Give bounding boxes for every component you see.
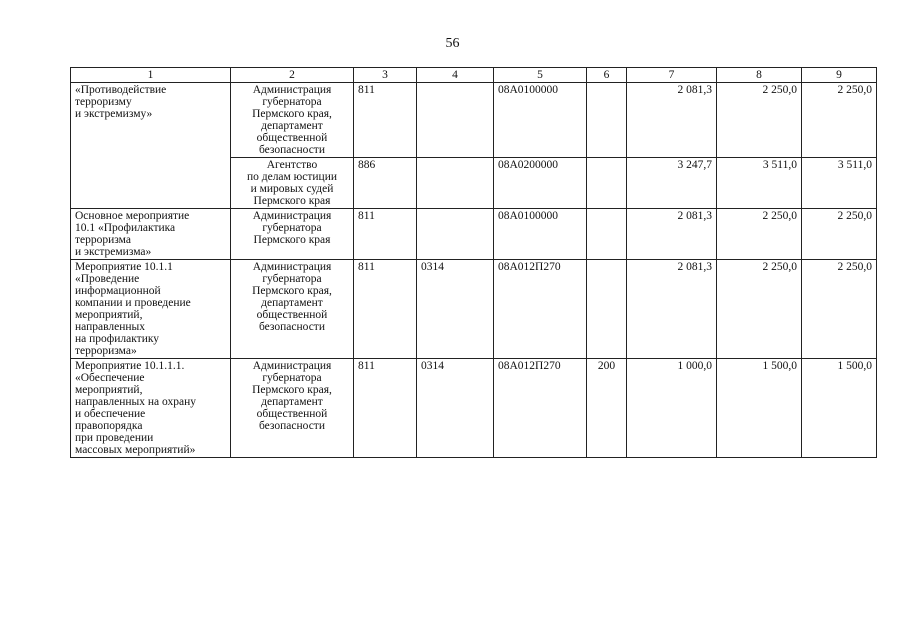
csr-cell: 08А0100000 <box>494 209 587 260</box>
csr-cell: 08А0100000 <box>494 83 587 158</box>
year3-amount-cell: 2 250,0 <box>802 209 877 260</box>
header-row <box>71 68 877 83</box>
col-header-8: 8 <box>717 68 802 83</box>
executor-cell: Администрация губернатора Пермского края, департамент общественной безопасности <box>231 83 354 158</box>
rz-pr-cell: 0314 <box>417 359 494 458</box>
year3-amount-cell: 2 250,0 <box>802 260 877 359</box>
csr-cell: 08А012П270 <box>494 359 587 458</box>
year1-amount-cell: 2 081,3 <box>627 83 717 158</box>
year2-amount-cell: 1 500,0 <box>717 359 802 458</box>
csr-cell: 08А0200000 <box>494 158 587 209</box>
col-header-7: 7 <box>627 68 717 83</box>
rz-pr-cell <box>417 209 494 260</box>
year2-amount-cell: 2 250,0 <box>717 83 802 158</box>
executor-cell: Агентство по делам юстиции и мировых судей Пермского края <box>231 158 354 209</box>
col-header-1: 1 <box>71 68 231 83</box>
year2-amount-cell: 2 250,0 <box>717 209 802 260</box>
activity-name-cell: Мероприятие 10.1.1.1. «Обеспечение мероприятий, направленных на охрану и обеспечение правопорядка при проведении массовых мероприятий» <box>71 359 231 458</box>
page-number: 56 <box>445 36 460 51</box>
activity-name-cell: Мероприятие 10.1.1 «Проведение информационной компании и проведение мероприятий, направленных на профилактику терроризма» <box>71 260 231 359</box>
col-header-6: 6 <box>587 68 627 83</box>
rz-pr-cell: 0314 <box>417 260 494 359</box>
rz-pr-cell <box>417 83 494 158</box>
year3-amount-cell: 3 511,0 <box>802 158 877 209</box>
grbs-cell: 811 <box>354 83 417 158</box>
grbs-cell: 811 <box>354 209 417 260</box>
year1-amount-cell: 3 247,7 <box>627 158 717 209</box>
vr-cell: 200 <box>587 359 627 458</box>
rz-pr-cell <box>417 158 494 209</box>
year3-amount-cell: 2 250,0 <box>802 83 877 158</box>
col-header-3: 3 <box>354 68 417 83</box>
col-header-4: 4 <box>417 68 494 83</box>
executor-cell: Администрация губернатора Пермского края, департамент общественной безопасности <box>231 260 354 359</box>
col-header-2: 2 <box>231 68 354 83</box>
col-header-9: 9 <box>802 68 877 83</box>
vr-cell <box>587 209 627 260</box>
grbs-cell: 811 <box>354 359 417 458</box>
year1-amount-cell: 2 081,3 <box>627 209 717 260</box>
table-row <box>71 260 877 359</box>
program-name-cell: «Противодействие терроризму и экстремизму» <box>71 83 231 209</box>
vr-cell <box>587 158 627 209</box>
executor-cell: Администрация губернатора Пермского края <box>231 209 354 260</box>
vr-cell <box>587 83 627 158</box>
activity-name-cell: Основное мероприятие 10.1 «Профилактика терроризма и экстремизма» <box>71 209 231 260</box>
grbs-cell: 886 <box>354 158 417 209</box>
year2-amount-cell: 3 511,0 <box>717 158 802 209</box>
table-row <box>71 83 877 158</box>
year1-amount-cell: 2 081,3 <box>627 260 717 359</box>
col-header-5: 5 <box>494 68 587 83</box>
year1-amount-cell: 1 000,0 <box>627 359 717 458</box>
year3-amount-cell: 1 500,0 <box>802 359 877 458</box>
table-row <box>71 209 877 260</box>
grbs-cell: 811 <box>354 260 417 359</box>
program-budget-table <box>70 67 877 458</box>
csr-cell: 08А012П270 <box>494 260 587 359</box>
vr-cell <box>587 260 627 359</box>
year2-amount-cell: 2 250,0 <box>717 260 802 359</box>
table-row <box>71 359 877 458</box>
executor-cell: Администрация губернатора Пермского края, департамент общественной безопасности <box>231 359 354 458</box>
